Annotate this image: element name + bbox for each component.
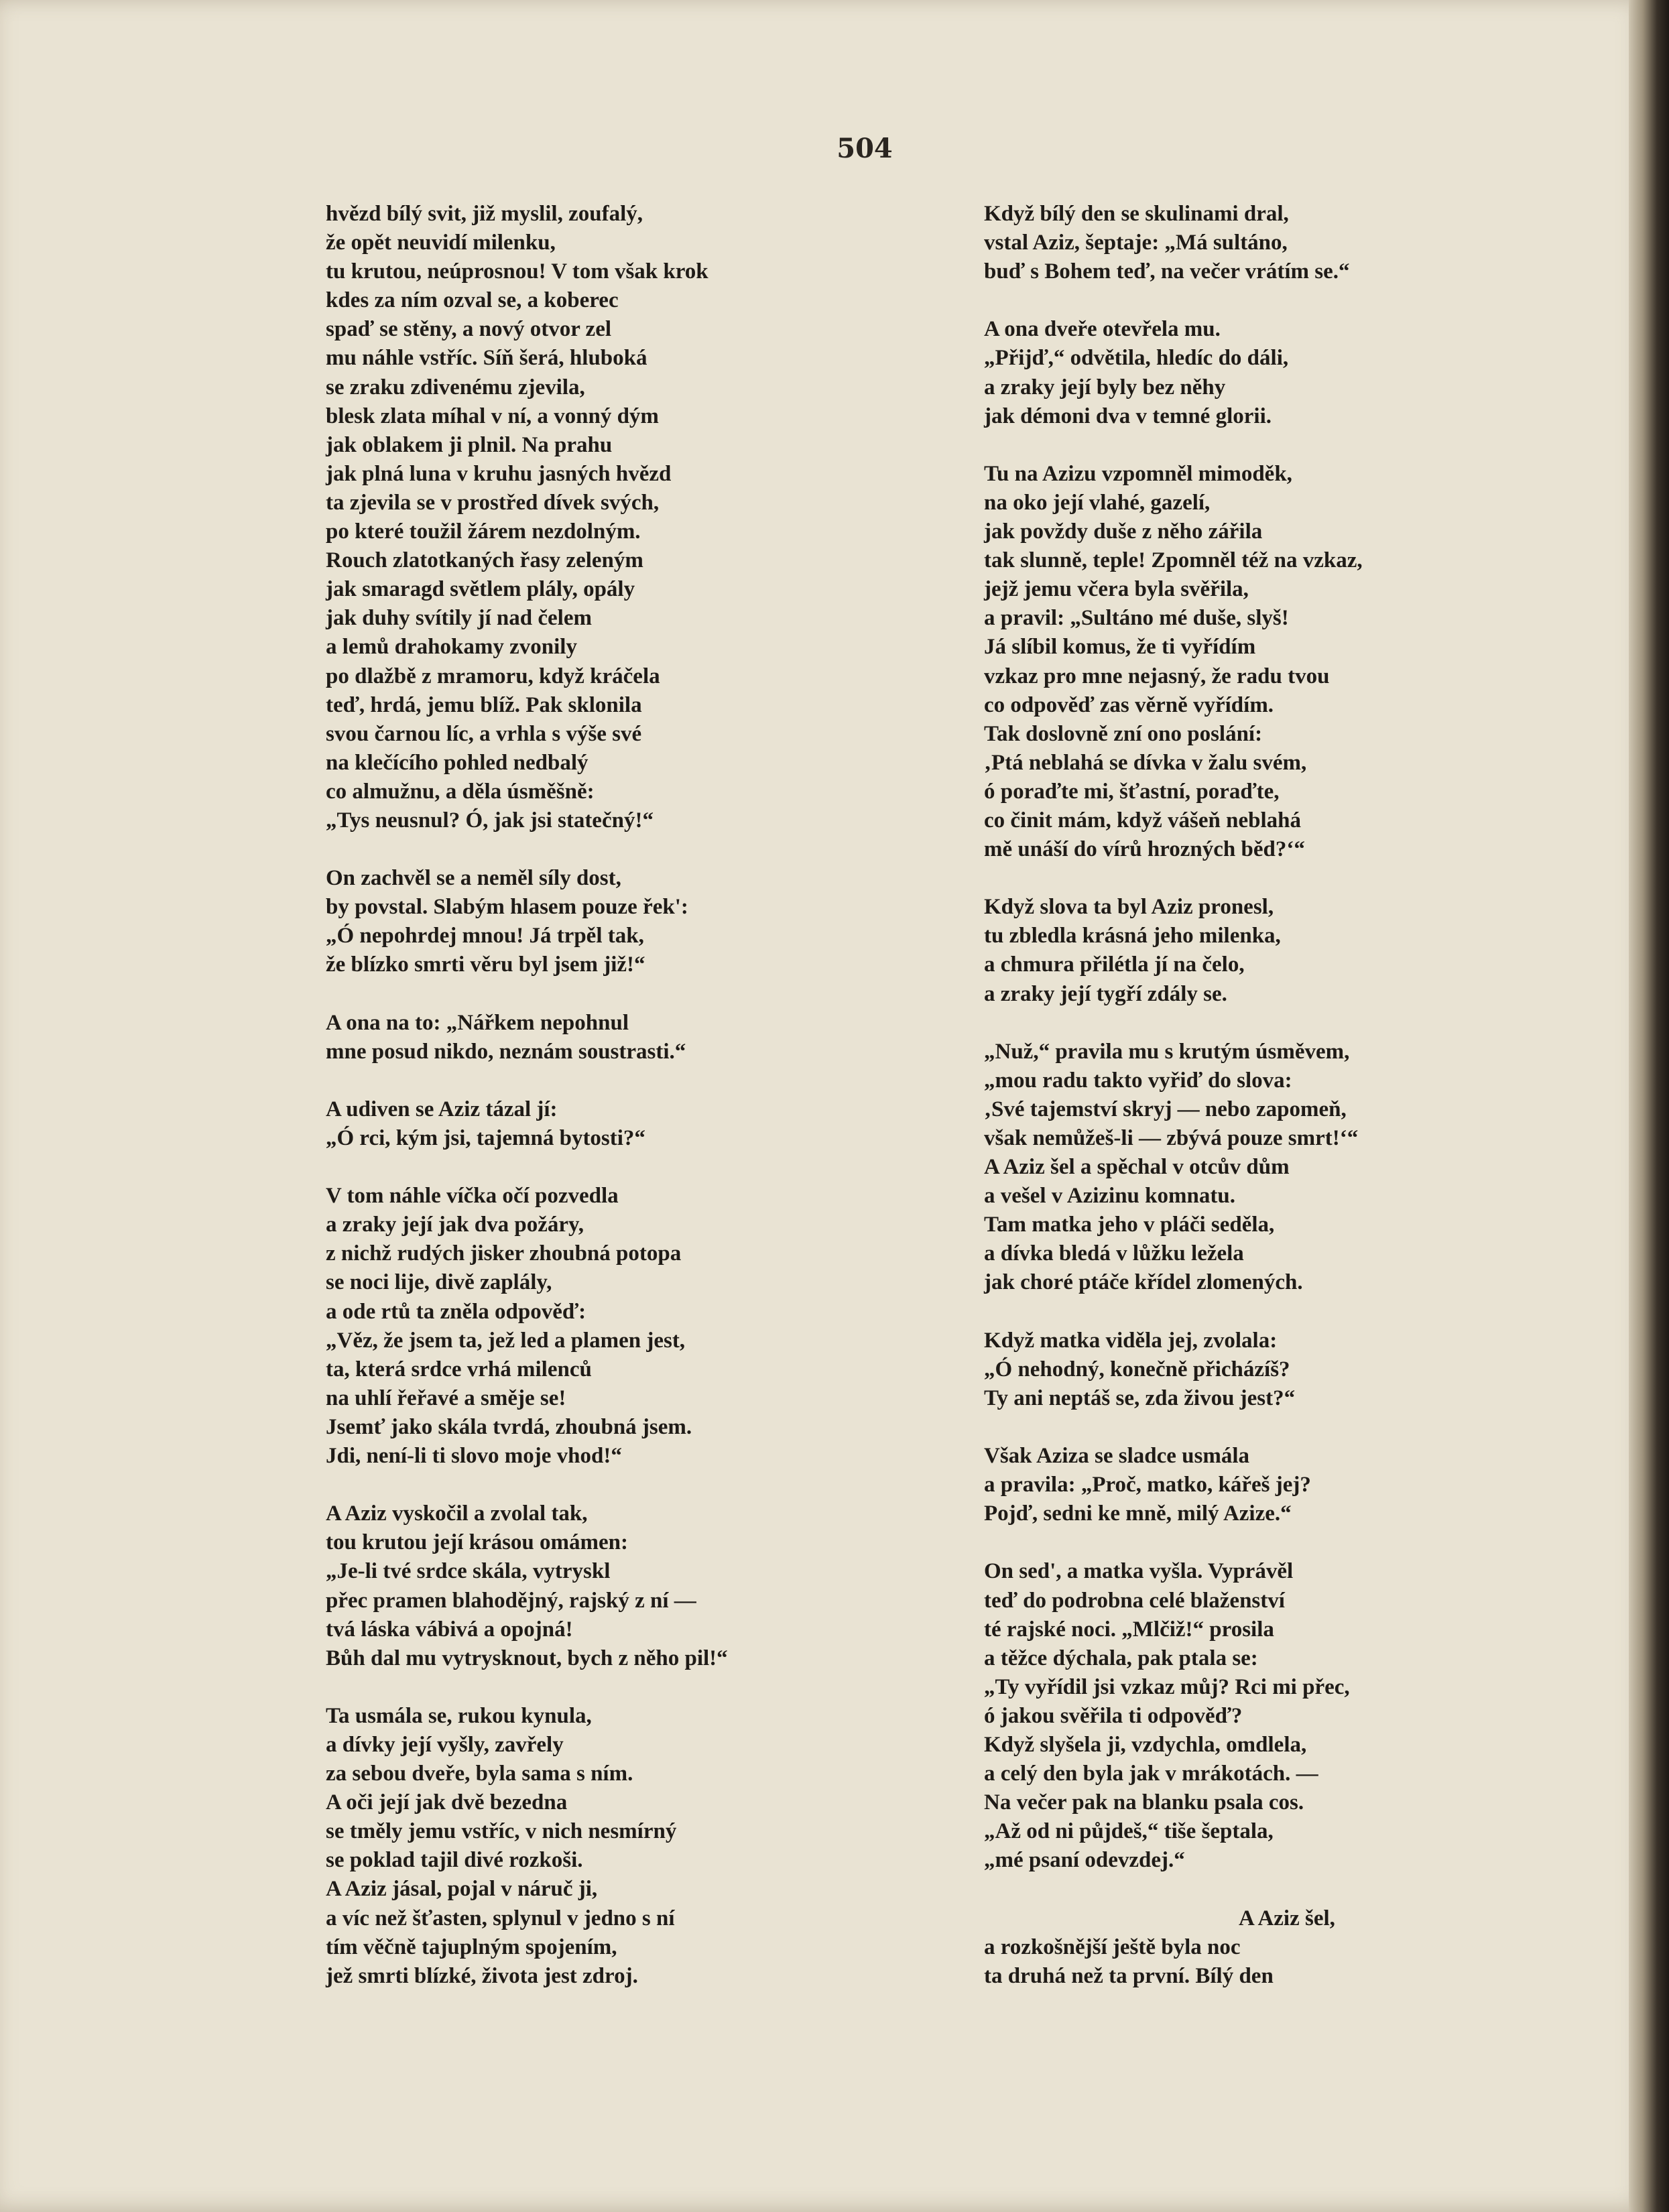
verse-line: a dívka bledá v lůžku ležela [984,1241,1244,1266]
verse-line: teď do podrobna celé blaženství [984,1588,1285,1613]
stanza-gap [984,431,1513,460]
verse-line: Pojď, sedni ke mně, milý Azize.“ [984,1501,1292,1526]
verse-line: a víc než šťasten, splynul v jedno s ní [326,1906,675,1930]
verse-line: té rajské noci. „Mlčiž!“ prosila [984,1617,1274,1642]
verse-line: Bůh dal mu vytrysknout, bych z něho pil!“ [326,1646,728,1670]
verse-line: jak oblakem ji plnil. Na prahu [326,432,613,457]
verse-line: tím věčně tajuplným spojením, [326,1934,617,1959]
verse-line: tu krutou, neúprosnou! V tom však krok [326,259,708,284]
right-poem-column [984,200,1513,1991]
verse-line: blesk zlata míhal v ní, a vonný dým [326,404,659,428]
verse-line: „Ty vyřídil jsi vzkaz můj? Rci mi přec, [984,1674,1350,1699]
verse-line: na oko její vlahé, gazelí, [984,490,1211,515]
verse-line: „Nuž,“ pravila mu s krutým úsměvem, [984,1039,1350,1064]
stanza-gap [326,1471,862,1499]
left-poem-column [326,200,862,1991]
verse-line: vzkaz pro mne nejasný, že radu tvou [984,664,1330,688]
verse-line: A Aziz vyskočil a zvolal tak, [326,1501,588,1526]
stanza-gap [326,980,862,1009]
verse-line: Když bílý den se skulinami dral, [984,202,1289,226]
verse-line: On zachvěl se a neměl síly dost, [326,866,621,891]
verse-line: A oči její jak dvě bezedna [326,1790,568,1815]
verse-line: a zraky její jak dva požáry, [326,1213,584,1237]
verse-line: A Aziz šel a spěchal v otcův dům [984,1155,1290,1180]
verse-line: tvá láska vábivá a opojná! [326,1617,573,1642]
verse-line: jak smaragd světlem plály, opály [326,577,635,602]
verse-line: Když slyšela ji, vzdychla, omdlela, [984,1732,1307,1757]
verse-line: že opět neuvidí milenku, [326,231,556,255]
verse-line: Jsemť jako skála tvrdá, zhoubná jsem. [326,1414,692,1439]
verse-line: a zraky její byly bez něhy [984,375,1226,400]
verse-line: z nichž rudých jisker zhoubná potopa [326,1241,682,1266]
verse-line: jak plná luna v kruhu jasných hvězd [326,461,672,486]
stanza-gap [984,1298,1513,1327]
verse-line: a ode rtů ta zněla odpověď: [326,1299,586,1324]
stanza-gap [326,1066,862,1095]
book-spine [1629,0,1669,2212]
verse-line: přec pramen blahodějný, rajský z ní — [326,1588,696,1613]
verse-line: a pravil: „Sultáno mé duše, slyš! [984,606,1289,631]
verse-line: a celý den byla jak v mrákotách. — [984,1762,1318,1786]
verse-line: Tu na Azizu vzpomněl mimoděk, [984,461,1292,486]
verse-line: ó poraďte mi, šťastní, poraďte, [984,779,1280,804]
stanza-gap [326,1153,862,1182]
verse-line: spaď se stěny, a nový otvor zel [326,317,612,342]
verse-line: co činit mám, když vášeň neblahá [984,808,1302,833]
verse-line: A udiven se Aziz tázal jí: [326,1097,558,1121]
verse-line: co almužnu, a děla úsměšně: [326,779,595,804]
verse-line: mne posud nikdo, neznám soustrasti.“ [326,1039,686,1064]
page-number: 504 [837,133,893,164]
verse-line: a pravila: „Proč, matko, kářeš jej? [984,1473,1311,1497]
verse-line: za sebou dveře, byla sama s ním. [326,1762,633,1786]
verse-line: jak duhy svítily jí nad čelem [326,606,592,631]
verse-line: se tměly jemu vstříc, v nich nesmírný [326,1819,677,1844]
verse-line: ta druhá než ta první. Bílý den [984,1963,1274,1988]
verse-line: „mé psaní odevzdej.“ [984,1848,1185,1873]
verse-line: Ta usmála se, rukou kynula, [326,1703,592,1728]
verse-line: ta zjevila se v prostřed dívek svých, [326,490,660,515]
verse-line: tu zbledla krásná jeho milenka, [984,924,1281,948]
verse-line: „Tys neusnul? Ó, jak jsi statečný!“ [326,808,654,833]
verse-line: na uhlí řeřavé a směje se! [326,1386,566,1410]
verse-line: svou čarnou líc, a vrhla s výše své [326,721,642,746]
verse-line: Tak doslovně zní ono poslání: [984,721,1263,746]
verse-line: a těžce dýchala, pak ptala se: [984,1646,1258,1670]
verse-line: „Je-li tvé srdce skála, vytryskl [326,1559,611,1584]
verse-line: jejž jemu včera byla svěřila, [984,577,1249,602]
verse-line: jak choré ptáče křídel zlomených. [984,1270,1303,1295]
stanza-gap [984,864,1513,893]
verse-line: se poklad tajil divé rozkoši. [326,1848,583,1873]
verse-line: mě unáší do vírů hrozných běd?‘“ [984,837,1305,862]
verse-line: A ona dveře otevřela mu. [984,317,1221,342]
verse-line: ta, která srdce vrhá milenců [326,1357,592,1381]
verse-line: ‚Ptá neblahá se dívka v žalu svém, [984,750,1307,775]
verse-line: a dívky její vyšly, zavřely [326,1732,564,1757]
verse-line: a rozkošnější ještě byla noc [984,1934,1241,1959]
stanza-gap [326,1673,862,1702]
verse-line: že blízko smrti věru byl jsem již!“ [326,953,645,977]
verse-line: jak démoni dva v temné glorii. [984,404,1272,428]
verse-line: a zraky její tygří zdály se. [984,981,1227,1006]
verse-line: Když slova ta byl Aziz pronesl, [984,895,1274,920]
verse-line: „Věz, že jsem ta, jež led a plamen jest, [326,1328,686,1353]
verse-line: Když matka viděla jej, zvolala: [984,1328,1278,1353]
verse-line: On sed', a matka vyšla. Vyprávěl [984,1559,1294,1584]
verse-line: hvězd bílý svit, již myslil, zoufalý, [326,202,643,226]
verse-line: se zraku zdivenému zjevila, [326,375,585,400]
verse-line: A Aziz šel, [1239,1906,1335,1930]
verse-line: jak povždy duše z něho zářila [984,519,1263,544]
verse-line: „Ó nehodný, konečně přicházíš? [984,1357,1290,1381]
verse-line: se noci lije, divě zaplály, [326,1270,552,1295]
verse-line: co odpověď zas věrně vyřídím. [984,692,1274,717]
verse-line: po které toužil žárem nezdolným. [326,519,641,544]
verse-line: Jdi, není-li ti slovo moje vhod!“ [326,1444,622,1469]
verse-line: tou krutou její krásou omámen: [326,1530,628,1555]
verse-line: „Až od ni půjdeš,“ tiše šeptala, [984,1819,1274,1844]
verse-line: V tom náhle víčka očí pozvedla [326,1184,619,1209]
verse-line: vstal Aziz, šeptaje: „Má sultáno, [984,231,1288,255]
verse-line: A Aziz jásal, pojal v náruč ji, [326,1877,598,1902]
verse-line: A ona na to: „Nářkem nepohnul [326,1010,629,1035]
stanza-gap [984,1875,1513,1904]
stanza-gap [326,835,862,864]
verse-line: a vešel v Azizinu komnatu. [984,1184,1235,1209]
verse-line: mu náhle vstříc. Síň šerá, hluboká [326,346,647,371]
verse-line: Rouch zlatotkaných řasy zeleným [326,548,643,573]
verse-line: kdes za ním ozval se, a koberec [326,288,619,313]
verse-line: by povstal. Slabým hlasem pouze řek': [326,895,688,920]
verse-line: „Přijď,“ odvětila, hledíc do dáli, [984,346,1289,371]
verse-line: po dlažbě z mramoru, když kráčela [326,664,660,688]
verse-line: „Ó rci, kým jsi, tajemná bytosti?“ [326,1126,645,1150]
verse-line: teď, hrdá, jemu blíž. Pak sklonila [326,692,642,717]
stanza-gap [984,1413,1513,1442]
verse-line: „mou radu takto vyřiď do slova: [984,1068,1292,1093]
verse-line: však nemůžeš-li — zbývá pouze smrt!‘“ [984,1126,1359,1150]
verse-line: jež smrti blízké, života jest zdroj. [326,1963,638,1988]
verse-line: ‚Své tajemství skryj — nebo zapomeň, [984,1097,1347,1121]
verse-line: Na večer pak na blanku psala cos. [984,1790,1304,1815]
verse-line: buď s Bohem teď, na večer vrátím se.“ [984,259,1350,284]
verse-line: na klečícího pohled nedbalý [326,750,589,775]
verse-line: a lemů drahokamy zvonily [326,635,577,660]
verse-line: ó jakou svěřila ti odpověď? [984,1703,1243,1728]
verse-line: Ty ani neptáš se, zda živou jest?“ [984,1386,1296,1410]
stanza-gap [984,1528,1513,1557]
verse-line: Já slíbil komus, že ti vyřídím [984,635,1256,660]
stanza-gap [984,286,1513,315]
stanza-gap [984,1009,1513,1038]
verse-line: „Ó nepohrdej mnou! Já trpěl tak, [326,924,644,948]
verse-line: Tam matka jeho v pláči seděla, [984,1213,1275,1237]
verse-line: a chmura přilétla jí na čelo, [984,953,1245,977]
verse-line: tak slunně, teple! Zpomněl též na vzkaz, [984,548,1363,573]
verse-line: Však Aziza se sladce usmála [984,1444,1249,1469]
